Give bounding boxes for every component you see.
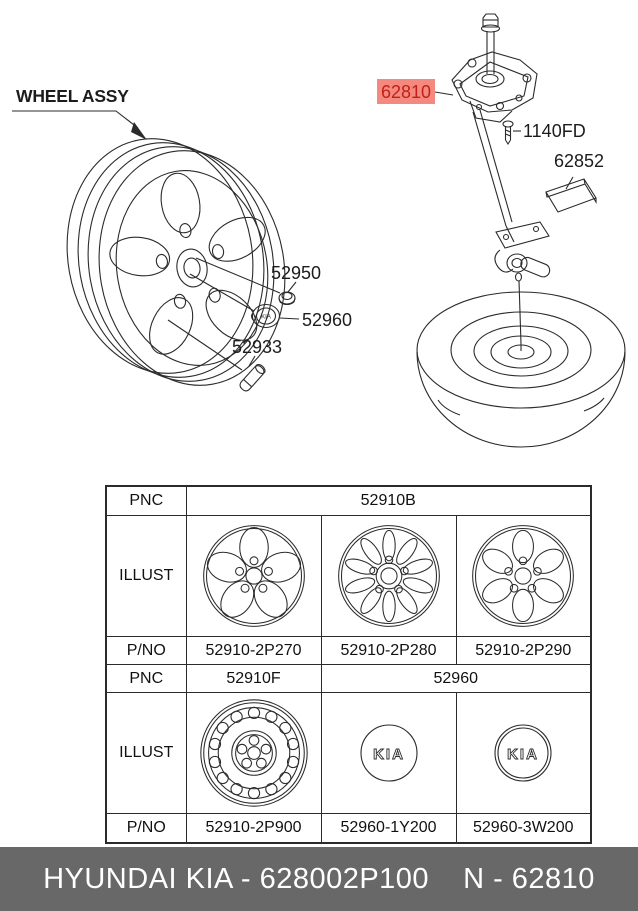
pno-header-cell: P/NO bbox=[106, 637, 186, 665]
spare-tire-illustration bbox=[417, 292, 625, 447]
wheel-illust-2p270 bbox=[186, 516, 321, 637]
cap-illust-3w200 bbox=[456, 693, 591, 814]
callout-1140fd[interactable]: 1140FD bbox=[523, 121, 586, 141]
illust-header-cell: ILLUST bbox=[106, 516, 186, 637]
alloy-wheel-6spoke-icon bbox=[462, 519, 584, 633]
illust-header-cell: ILLUST bbox=[106, 693, 186, 814]
wheel-assy-illustration bbox=[49, 124, 303, 400]
pnc-header-cell: PNC bbox=[106, 486, 186, 516]
pnc-group2-left-value: 52910F bbox=[186, 665, 321, 693]
carrier-leader bbox=[435, 92, 453, 95]
pno-cell[interactable]: 52960-3W200 bbox=[456, 814, 591, 844]
table-row bbox=[106, 637, 591, 665]
kia-center-cap-icon bbox=[349, 713, 429, 793]
wheel-assy-leader bbox=[12, 111, 147, 140]
pad-illustration bbox=[546, 177, 596, 212]
callout-62852[interactable]: 62852 bbox=[554, 151, 605, 171]
parts-table bbox=[105, 485, 592, 844]
footer-bar bbox=[0, 847, 638, 911]
wheel-illust-2p290 bbox=[456, 516, 591, 637]
table-row bbox=[106, 665, 591, 693]
footer-part-code: N - 62810 bbox=[463, 862, 595, 895]
carrier-illustration bbox=[452, 14, 552, 344]
valve-illustration bbox=[238, 363, 267, 393]
center-cap-logo-text: KIA bbox=[261, 314, 271, 321]
pnc-header-cell: PNC bbox=[106, 665, 186, 693]
cap-illust-1y200 bbox=[321, 693, 456, 814]
callout-52933[interactable]: 52933 bbox=[232, 337, 283, 357]
steel-wheel-icon bbox=[193, 695, 315, 811]
pno-cell[interactable]: 52960-1Y200 bbox=[321, 814, 456, 844]
lug-nut-illustration bbox=[279, 292, 295, 305]
pno-cell[interactable]: 52910-2P290 bbox=[456, 637, 591, 665]
pnc-group1-value: 52910B bbox=[186, 486, 591, 516]
callout-52960[interactable]: 52960 bbox=[302, 310, 353, 330]
cap-logo-text: KIA bbox=[372, 746, 405, 763]
callout-62810-highlighted[interactable]: 62810 bbox=[377, 79, 435, 104]
pno-cell[interactable]: 52910-2P900 bbox=[186, 814, 321, 844]
pno-cell[interactable]: 52910-2P270 bbox=[186, 637, 321, 665]
pno-cell[interactable]: 52910-2P280 bbox=[321, 637, 456, 665]
alloy-wheel-10spoke-icon bbox=[328, 519, 450, 633]
pnc-group2-right-value: 52960 bbox=[321, 665, 591, 693]
pno-header-cell: P/NO bbox=[106, 814, 186, 844]
table-row bbox=[106, 486, 591, 516]
cap-logo-text: KIA bbox=[507, 746, 540, 763]
kia-center-cap-ring-icon bbox=[483, 713, 563, 793]
wheel-illust-2p900 bbox=[186, 693, 321, 814]
alloy-wheel-5spoke-icon bbox=[193, 519, 315, 633]
table-row bbox=[106, 693, 591, 814]
wheel-assy-label: WHEEL ASSY bbox=[16, 86, 129, 106]
table-row bbox=[106, 516, 591, 637]
wheel-illust-2p280 bbox=[321, 516, 456, 637]
bolt-illustration bbox=[503, 121, 521, 144]
footer-catalog-code: HYUNDAI KIA - 628002P100 bbox=[43, 862, 430, 895]
callout-52950[interactable]: 52950 bbox=[271, 263, 322, 283]
table-row bbox=[106, 814, 591, 844]
